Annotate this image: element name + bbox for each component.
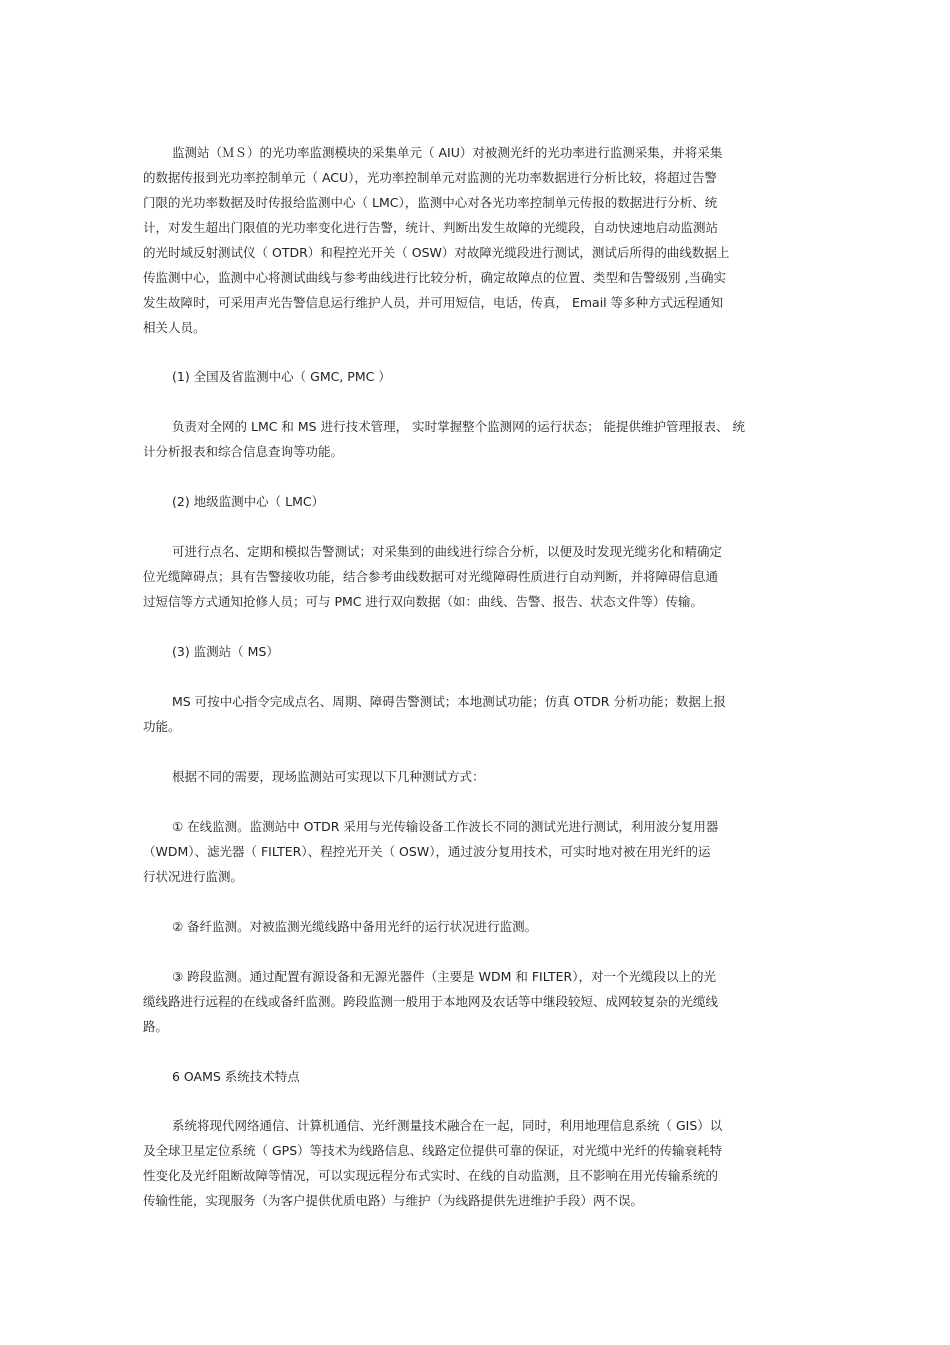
text-line: 位光缆障碍点；具有告警接收功能，结合参考曲线数据可对光缆障碍性质进行自动判断，并将障碍信息通 — [143, 569, 719, 584]
text-line: 可进行点名、定期和模拟告警测试；对采集到的曲线进行综合分析，以便及时发现光缆劣化和精确定 — [172, 544, 723, 559]
paragraph-modes-intro — [143, 764, 813, 789]
text-line: 系统将现代网络通信、计算机通信、光纤测量技术融合在一起，同时，利用地理信息系统（ GIS）以 — [172, 1118, 723, 1133]
text-line: 路。 — [143, 1019, 169, 1034]
text-line: 的数据传报到光功率控制单元（ ACU），光功率控制单元对监测的光功率数据进行分析比较，将超过告警 — [143, 170, 717, 185]
paragraph-mode-spare — [143, 914, 813, 939]
paragraph-mode-span — [143, 964, 813, 1039]
text-line: MS 可按中心指令完成点名、周期、障碍告警测试；本地测试功能；仿真 OTDR 分析功能；数据上报 — [172, 694, 726, 709]
paragraph-lmc-desc — [143, 539, 813, 614]
text-line: 相关人员。 — [143, 320, 206, 335]
paragraph-mode-online — [143, 814, 813, 889]
paragraph-features — [143, 1113, 813, 1213]
text-line: 行状况进行监测。 — [143, 869, 244, 884]
heading-text: (2) 地级监测中心（ LMC） — [172, 494, 325, 509]
text-line: 计分析报表和综合信息查询等功能。 — [143, 444, 344, 459]
text-line: 发生故障时，可采用声光告警信息运行维护人员，并可用短信，电话，传真， Email 等多种方式远程通知 — [143, 295, 724, 310]
text-line: 监测站（ＭＳ）的光功率监测模块的采集单元（ AIU）对被测光纤的光功率进行监测采集，并将采集 — [172, 145, 723, 160]
text-line: 根据不同的需要，现场监测站可实现以下几种测试方式： — [172, 769, 485, 784]
paragraph-gmc-desc — [143, 414, 813, 464]
text-line: 的光时域反射测试仪（ OTDR）和程控光开关（ OSW）对故障光缆段进行测试，测试后所得的曲线数据上 — [143, 245, 730, 260]
text-line: 及全球卫星定位系统（ GPS）等技术为线路信息、线路定位提供可靠的保证，对光缆中光纤的传输衰耗特 — [143, 1143, 723, 1158]
text-line: 门限的光功率数据及时传报给监测中心（ LMC），监测中心对各光功率控制单元传报的数据进行分析、统 — [143, 195, 718, 210]
text-line: ② 备纤监测。对被监测光缆线路中备用光纤的运行状况进行监测。 — [172, 919, 538, 934]
text-line: 缆线路进行远程的在线或备纤监测。跨段监测一般用于本地网及农话等中继段较短、成网较复杂的光缆线 — [143, 994, 719, 1009]
paragraph-ms-desc — [143, 689, 813, 739]
heading-lmc — [143, 489, 813, 514]
text-line: 功能。 — [143, 719, 181, 734]
heading-gmc-pmc — [143, 364, 813, 389]
paragraph-intro — [143, 140, 813, 340]
text-line: 传监测中心，监测中心将测试曲线与参考曲线进行比较分析，确定故障点的位置、类型和告警级别 ,当确实 — [143, 270, 726, 285]
text-line: 性变化及光纤阻断故障等情况，可以实现远程分布式实时、在线的自动监测，且不影响在用光传输系统的 — [143, 1168, 719, 1183]
heading-text: 6 OAMS 系统技术特点 — [172, 1069, 300, 1084]
text-line: （WDM）、滤光器（ FILTER）、程控光开关（ OSW），通过波分复用技术，可实时地对被在用光纤的运 — [143, 844, 711, 859]
text-line: ① 在线监测。监测站中 OTDR 采用与光传输设备工作波长不同的测试光进行测试，利用波分复用器 — [172, 819, 719, 834]
text-line: 计，对发生超出门限值的光功率变化进行告警，统计、判断出发生故障的光缆段，自动快速地启动监测站 — [143, 220, 719, 235]
heading-text: (3) 监测站（ MS） — [172, 644, 279, 659]
text-line: 传输性能，实现服务（为客户提供优质电路）与维护（为线路提供先进维护手段）两不误。 — [143, 1193, 644, 1208]
heading-ms — [143, 639, 813, 664]
text-line: ③ 跨段监测。通过配置有源设备和无源光器件（主要是 WDM 和 FILTER），对一个光缆段以上的光 — [172, 969, 716, 984]
text-line: 负责对全网的 LMC 和 MS 进行技术管理， 实时掌握整个监测网的运行状态； 能提供维护管理报表、 统 — [172, 419, 746, 434]
text-line: 过短信等方式通知抢修人员；可与 PMC 进行双向数据（如：曲线、告警、报告、状态文件等）传输。 — [143, 594, 703, 609]
heading-oams-features — [143, 1064, 813, 1089]
heading-text: (1) 全国及省监测中心（ GMC, PMC ） — [172, 369, 391, 384]
